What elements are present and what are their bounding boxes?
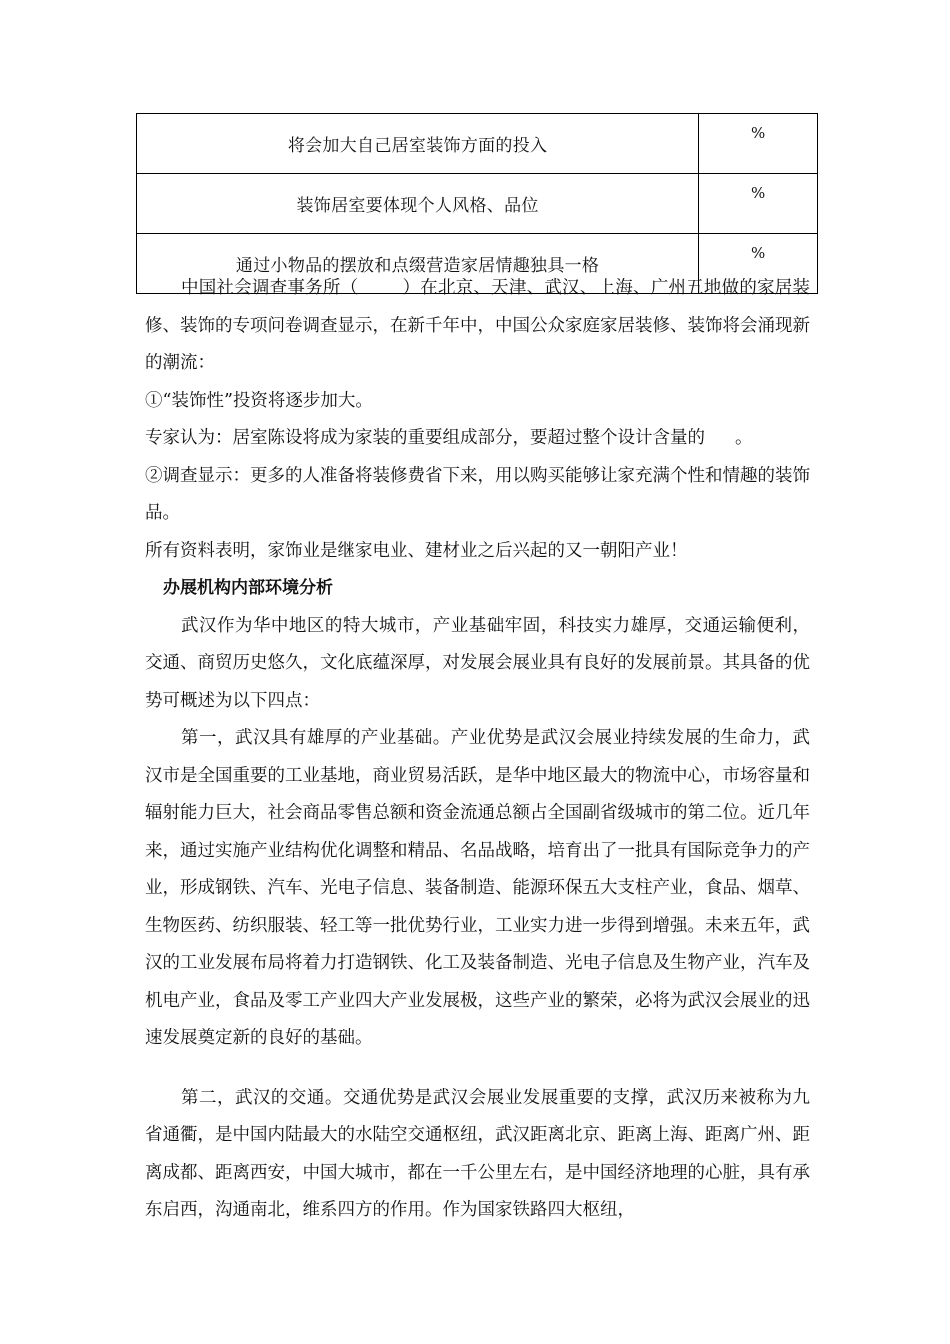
paragraph-wuhan-overview: 武汉作为华中地区的特大城市，产业基础牢固，科技实力雄厚，交通运输便利，交通、商贸历史悠久，文化底蕴深厚，对发展会展业具有良好的发展前景。其具备的优势可概述为以下四点： xyxy=(145,615,810,711)
survey-intro-part1: 中国社会调查事务所（ xyxy=(181,278,359,298)
paragraph-trend-two: ②调查显示：更多的人准备将装修费省下来，用以购买能够让家充满个性和情趣的装饰品。 xyxy=(145,465,810,523)
table-cell-description: 将会加大自己居室装饰方面的投入 xyxy=(137,114,699,174)
table-cell-description: 装饰居室要体现个人风格、品位 xyxy=(137,174,699,234)
survey-intro-part2: ）在北京、天津、武汉、上海、广州五地做的家居装修、装饰的专项问卷调查显示，在新千年中，中国公众家庭家居装修、装饰将会涌现新的潮流： xyxy=(145,278,811,373)
expert-opinion-text: 专家认为：居室陈设将成为家装的重要组成部分，要超过整个设计含量的 xyxy=(145,428,705,448)
table-cell-value: % xyxy=(699,234,818,294)
document-body xyxy=(145,270,810,1230)
paragraph-trend-one: ①“装饰性”投资将逐步加大。 xyxy=(145,390,373,411)
table-row xyxy=(137,114,818,174)
paragraph-conclusion: 所有资料表明，家饰业是继家电业、建材业之后兴起的又一朝阳产业！ xyxy=(145,540,688,561)
section-heading: 办展机构内部环境分析 xyxy=(163,578,333,598)
paragraph-transport-advantage: 第二，武汉的交通。交通优势是武汉会展业发展重要的支撑，武汉历来被称为九省通衢，是中国内陆最大的水陆空交通枢纽，武汉距离北京、距离上海、距离广州、距离成都、距离西安，中国大城市，都在一千公里左右，是中国经济地理的心脏，具有承东启西，沟通南北，维系四方的作用。作为国家铁路四大枢纽， xyxy=(145,1087,810,1220)
table-row xyxy=(137,174,818,234)
paragraph-expert-opinion xyxy=(145,420,810,458)
paragraph-industry-advantage: 第一，武汉具有雄厚的产业基础。产业优势是武汉会展业持续发展的生命力，武汉市是全国重要的工业基地，商业贸易活跃，是华中地区最大的物流中心，市场容量和辐射能力巨大，社会商品零售总额和资金流通总额占全国副省级城市的第二位。近几年来，通过实施产业结构优化调整和精品、名品战略，培育出了一批具有国际竞争力的产业，形成钢铁、汽车、光电子信息、装备制造、能源环保五大支柱产业，食品、烟草、生物医药、纺织服装、轻工等一批优势行业，工业实力进一步得到增强。未来五年，武汉的工业发展布局将着力打造钢铁、化工及装备制造、光电子信息及生物产业，汽车及机电产业，食品及零工产业四大产业发展极，这些产业的繁荣，必将为武汉会展业的迅速发展奠定新的良好的基础。 xyxy=(145,728,810,1048)
table-cell-value: % xyxy=(699,174,818,234)
table-cell-description: 通过小物品的摆放和点缀营造家居情趣独具一格 xyxy=(137,234,699,294)
paragraph-survey-intro xyxy=(145,270,810,383)
table-cell-value: % xyxy=(699,114,818,174)
survey-table xyxy=(136,113,818,294)
expert-opinion-end: 。 xyxy=(735,428,753,448)
